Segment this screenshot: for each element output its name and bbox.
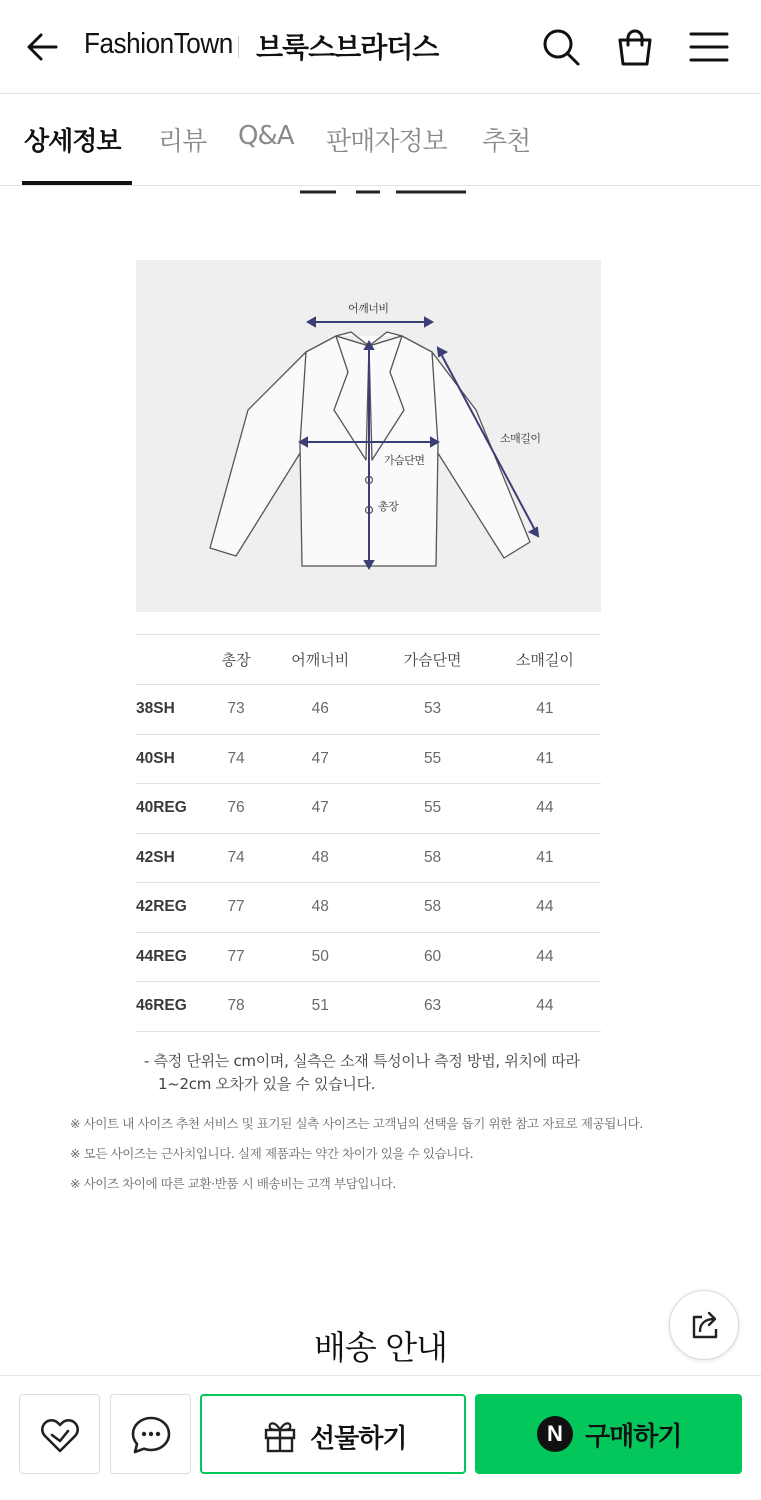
table-cell: 55 xyxy=(376,734,488,784)
table-cell: 48 xyxy=(264,883,376,933)
table-cell: 77 xyxy=(208,883,264,933)
header-divider xyxy=(238,36,239,58)
table-header-cell: 총장 xyxy=(208,635,264,685)
measurement-note xyxy=(144,1050,580,1096)
chest-width-label: 가슴단면 xyxy=(384,454,425,467)
table-cell: 41 xyxy=(489,833,601,883)
active-tab-indicator xyxy=(22,181,132,185)
disclaimer-note: ※ 사이트 내 사이즈 추천 서비스 및 표기된 실측 사이즈는 고객님의 선택을 돕기 위한 참고 자료로 제공됩니다. xyxy=(70,1116,643,1131)
wishlist-button[interactable] xyxy=(19,1394,100,1474)
size-name-cell: 42SH xyxy=(136,833,208,883)
table-cell: 44 xyxy=(489,784,601,834)
table-cell: 60 xyxy=(376,932,488,982)
table-header-cell: 가슴단면 xyxy=(376,635,488,685)
size-name-cell: 44REG xyxy=(136,932,208,982)
table-cell: 41 xyxy=(489,685,601,735)
bottom-action-bar xyxy=(0,1375,761,1500)
tab-detail[interactable]: 상세정보 xyxy=(24,127,121,157)
table-row xyxy=(136,833,601,883)
table-cell: 63 xyxy=(376,982,488,1032)
tab-review[interactable]: 리뷰 xyxy=(158,127,207,157)
brand-logo[interactable]: FashionTown xyxy=(84,28,233,60)
share-button[interactable] xyxy=(669,1290,739,1360)
table-cell: 74 xyxy=(208,734,264,784)
table-row xyxy=(136,734,601,784)
table-cell: 55 xyxy=(376,784,488,834)
disclaimer-note: ※ 사이즈 차이에 따른 교환·반품 시 배송비는 고객 부담입니다. xyxy=(70,1176,397,1191)
table-row xyxy=(136,932,601,982)
menu-icon[interactable] xyxy=(688,26,730,68)
table-cell: 44 xyxy=(489,932,601,982)
table-cell: 44 xyxy=(489,883,601,933)
disclaimer-note: ※ 모든 사이즈는 근사치입니다. 실제 제품과는 약간 차이가 있을 수 있습니다. xyxy=(70,1146,474,1161)
table-cell: 48 xyxy=(264,833,376,883)
measurement-note-line: 1~2cm 오차가 있을 수 있습니다. xyxy=(158,1075,376,1093)
table-cell: 73 xyxy=(208,685,264,735)
size-guide-diagram xyxy=(136,260,601,612)
chat-bubble-icon xyxy=(129,1413,173,1457)
heart-icon xyxy=(38,1413,82,1457)
table-cell: 47 xyxy=(264,784,376,834)
table-cell: 77 xyxy=(208,932,264,982)
size-name-cell: 46REG xyxy=(136,982,208,1032)
table-cell: 50 xyxy=(264,932,376,982)
buy-button-label: 구매하기 xyxy=(585,1422,682,1452)
back-arrow-icon[interactable] xyxy=(22,26,64,68)
table-cell: 58 xyxy=(376,833,488,883)
table-cell: 41 xyxy=(489,734,601,784)
shipping-info-heading: 배송 안내 xyxy=(313,1328,447,1367)
talk-button[interactable] xyxy=(110,1394,191,1474)
size-name-cell: 40REG xyxy=(136,784,208,834)
table-cell: 74 xyxy=(208,833,264,883)
gift-button[interactable] xyxy=(200,1394,466,1474)
tab-qna[interactable]: Q&A xyxy=(238,121,294,151)
search-icon[interactable] xyxy=(540,26,582,68)
table-cell: 78 xyxy=(208,982,264,1032)
table-header-cell xyxy=(136,635,208,685)
buy-button[interactable] xyxy=(475,1394,742,1474)
table-cell: 76 xyxy=(208,784,264,834)
table-cell: 53 xyxy=(376,685,488,735)
table-cell: 58 xyxy=(376,883,488,933)
table-cell: 46 xyxy=(264,685,376,735)
table-header-cell: 어깨너비 xyxy=(264,635,376,685)
tab-recommend[interactable]: 추천 xyxy=(482,127,531,157)
shoulder-width-label: 어깨너비 xyxy=(348,302,389,315)
store-name[interactable]: 브룩스브라더스 xyxy=(256,31,439,64)
gift-icon xyxy=(263,1417,297,1453)
table-row xyxy=(136,784,601,834)
total-length-label: 총장 xyxy=(378,500,399,513)
table-header-row xyxy=(136,635,601,685)
shopping-bag-icon[interactable] xyxy=(614,26,656,68)
sleeve-length-label: 소매길이 xyxy=(500,432,541,445)
table-cell: 47 xyxy=(264,734,376,784)
app-header xyxy=(0,0,761,94)
size-name-cell: 38SH xyxy=(136,685,208,735)
gift-button-label: 선물하기 xyxy=(310,1424,407,1454)
detail-tabs xyxy=(0,95,761,186)
size-chart-table xyxy=(136,634,601,1032)
table-row xyxy=(136,685,601,735)
tab-seller-info[interactable]: 판매자정보 xyxy=(326,127,447,157)
table-row xyxy=(136,982,601,1032)
size-name-cell: 40SH xyxy=(136,734,208,784)
npay-badge-icon: N xyxy=(537,1416,573,1452)
table-header-cell: 소매길이 xyxy=(489,635,601,685)
table-row xyxy=(136,883,601,933)
share-icon xyxy=(688,1309,722,1343)
size-name-cell: 42REG xyxy=(136,883,208,933)
table-cell: 44 xyxy=(489,982,601,1032)
table-cell: 51 xyxy=(264,982,376,1032)
measurement-note-line: - 측정 단위는 cm이며, 실측은 소재 특성이나 측정 방법, 위치에 따라 xyxy=(144,1052,580,1070)
